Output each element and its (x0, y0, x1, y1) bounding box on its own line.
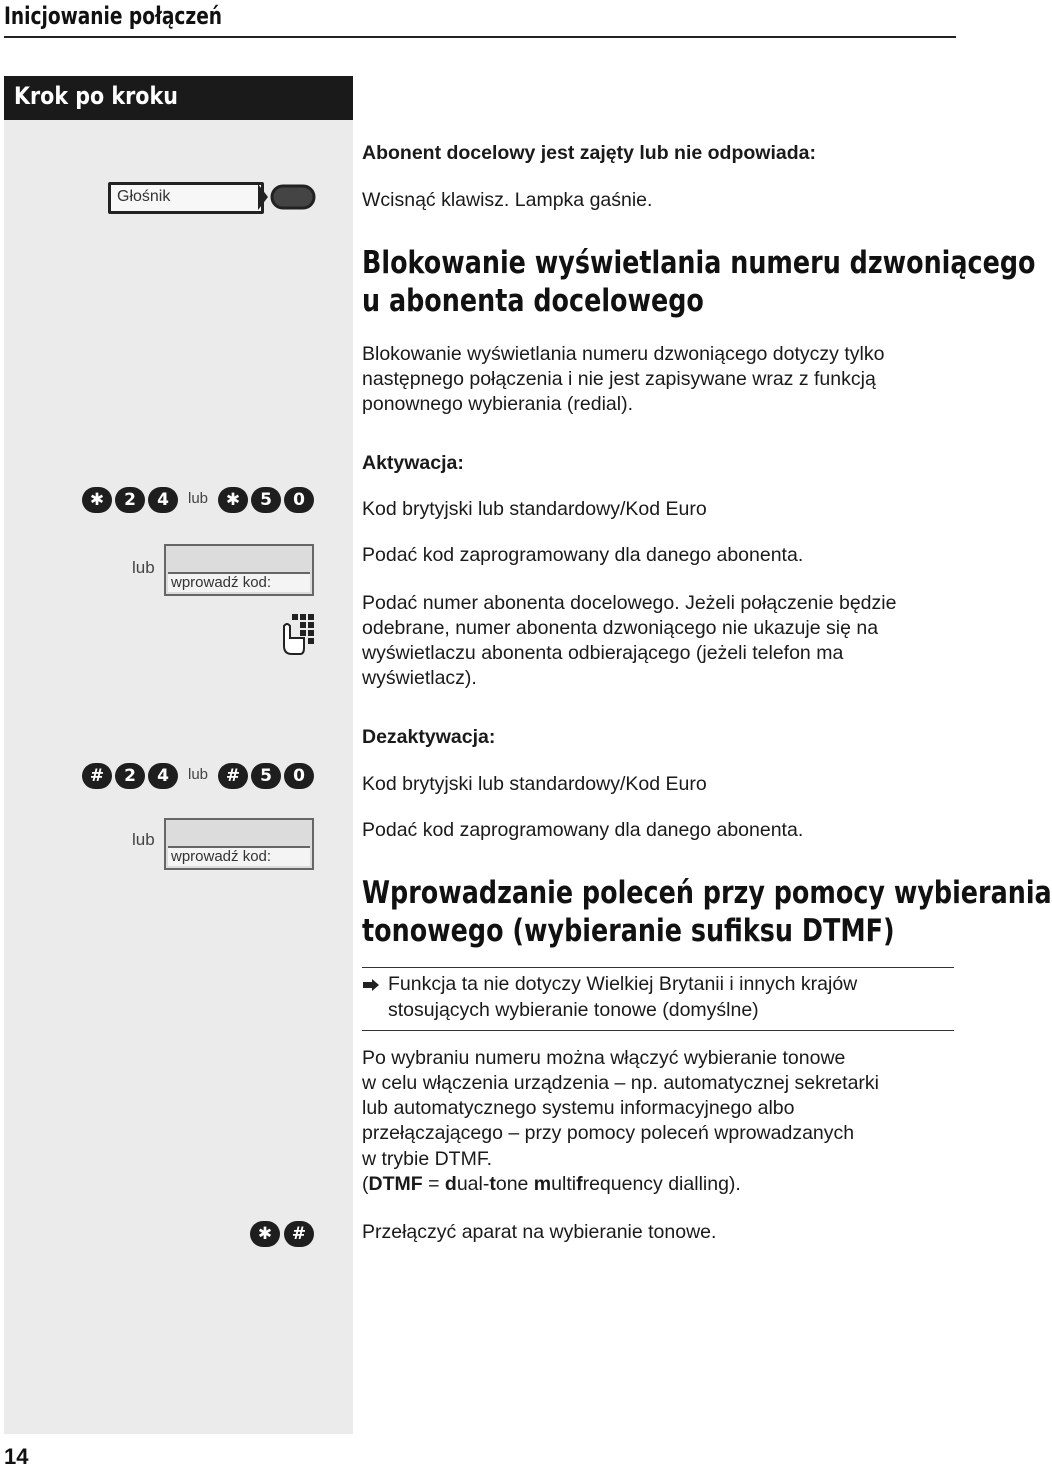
lub-label: lub (132, 830, 155, 849)
hash-key-icon: # (284, 1221, 314, 1247)
digit-2-key-icon: 2 (115, 487, 145, 513)
activation-number-line: wyświetlaczu abonenta odbierającego (jeżeli telefon ma (362, 642, 844, 664)
dtmf-expansion: (DTMF = dual-tone multifrequency dialling). (362, 1173, 741, 1195)
dtmf-body-line: Po wybraniu numeru można włączyć wybieranie tonowe (362, 1047, 846, 1069)
code-display-icon (164, 818, 314, 870)
display-prompt: wprowadź kod: (168, 846, 310, 866)
page-number: 14 (4, 1444, 29, 1469)
deactivation-label: Dezaktywacja: (362, 726, 496, 748)
digit-4-key-icon: 4 (148, 487, 178, 513)
deactivation-enter-code-text: Podać kod zaprogramowany dla danego abonenta. (362, 819, 804, 841)
note-line: stosujących wybieranie tonowe (domyślne) (388, 999, 759, 1021)
speaker-lamp-icon (258, 180, 318, 214)
lub-label: lub (188, 766, 209, 783)
speaker-key-icon (108, 182, 264, 214)
header-divider (4, 36, 956, 38)
hash-key-icon: # (82, 763, 112, 789)
star-key-icon: ✱ (218, 487, 248, 513)
switch-tone-step: Przełączyć aparat na wybieranie tonowe. (362, 1221, 717, 1243)
keypad-icon (278, 612, 318, 656)
digit-4-key-icon: 4 (148, 763, 178, 789)
activation-label: Aktywacja: (362, 452, 464, 474)
activation-number-line: odebrane, numer abonenta dzwoniącego nie ukazuje się na (362, 617, 879, 639)
activation-number-line: Podać numer abonenta docelowego. Jeżeli połączenie będzie (362, 592, 897, 614)
note-line: Funkcja ta nie dotyczy Wielkiej Brytanii i innych krajów (388, 973, 858, 995)
deactivation-code-text: Kod brytyjski lub standardowy/Kod Euro (362, 773, 707, 795)
dtmf-body-line: w trybie DTMF. (362, 1148, 493, 1170)
lub-label: lub (188, 490, 209, 507)
sidebar-heading-label: Krok po kroku (14, 82, 178, 110)
display-prompt: wprowadź kod: (168, 572, 310, 592)
section-title: u abonenta docelowego (362, 283, 704, 319)
note-bottom-rule (362, 1030, 954, 1031)
intro-line: ponownego wybierania (redial). (362, 393, 633, 415)
activation-code-text: Kod brytyjski lub standardowy/Kod Euro (362, 498, 707, 520)
section-title: tonowego (wybieranie sufiksu DTMF) (362, 913, 895, 949)
dtmf-body-line: przełączającego – przy pomocy poleceń wprowadzanych (362, 1122, 855, 1144)
intro-line: Blokowanie wyświetlania numeru dzwoniącego dotyczy tylko (362, 343, 885, 365)
digit-0-key-icon: 0 (284, 763, 314, 789)
busy-lead: Abonent docelowy jest zajęty lub nie odpowiada: (362, 142, 816, 164)
star-key-icon: ✱ (250, 1221, 280, 1247)
dtmf-body-line: lub automatycznego systemu informacyjnego albo (362, 1097, 795, 1119)
digit-2-key-icon: 2 (115, 763, 145, 789)
page-header-title: Inicjowanie połączeń (4, 2, 223, 30)
lub-label: lub (132, 558, 155, 577)
dtmf-body-line: w celu włączenia urządzenia – np. automatycznej sekretarki (362, 1072, 880, 1094)
digit-0-key-icon: 0 (284, 487, 314, 513)
code-display-icon (164, 544, 314, 596)
digit-5-key-icon: 5 (251, 763, 281, 789)
hash-key-icon: # (218, 763, 248, 789)
note-top-rule (362, 967, 954, 968)
section-title: Wprowadzanie poleceń przy pomocy wybierania (362, 875, 1052, 911)
speaker-key-label: Głośnik (117, 188, 171, 205)
digit-5-key-icon: 5 (251, 487, 281, 513)
section-title: Blokowanie wyświetlania numeru dzwoniącego (362, 245, 1036, 281)
speaker-step: Wcisnąć klawisz. Lampka gaśnie. (362, 189, 653, 211)
star-key-icon: ✱ (82, 487, 112, 513)
arrow-right-icon (362, 978, 380, 992)
intro-line: następnego połączenia i nie jest zapisywane wraz z funkcją (362, 368, 876, 390)
activation-number-line: wyświetlacz). (362, 667, 477, 689)
sidebar-heading (4, 76, 353, 120)
activation-enter-code-text: Podać kod zaprogramowany dla danego abonenta. (362, 544, 804, 566)
